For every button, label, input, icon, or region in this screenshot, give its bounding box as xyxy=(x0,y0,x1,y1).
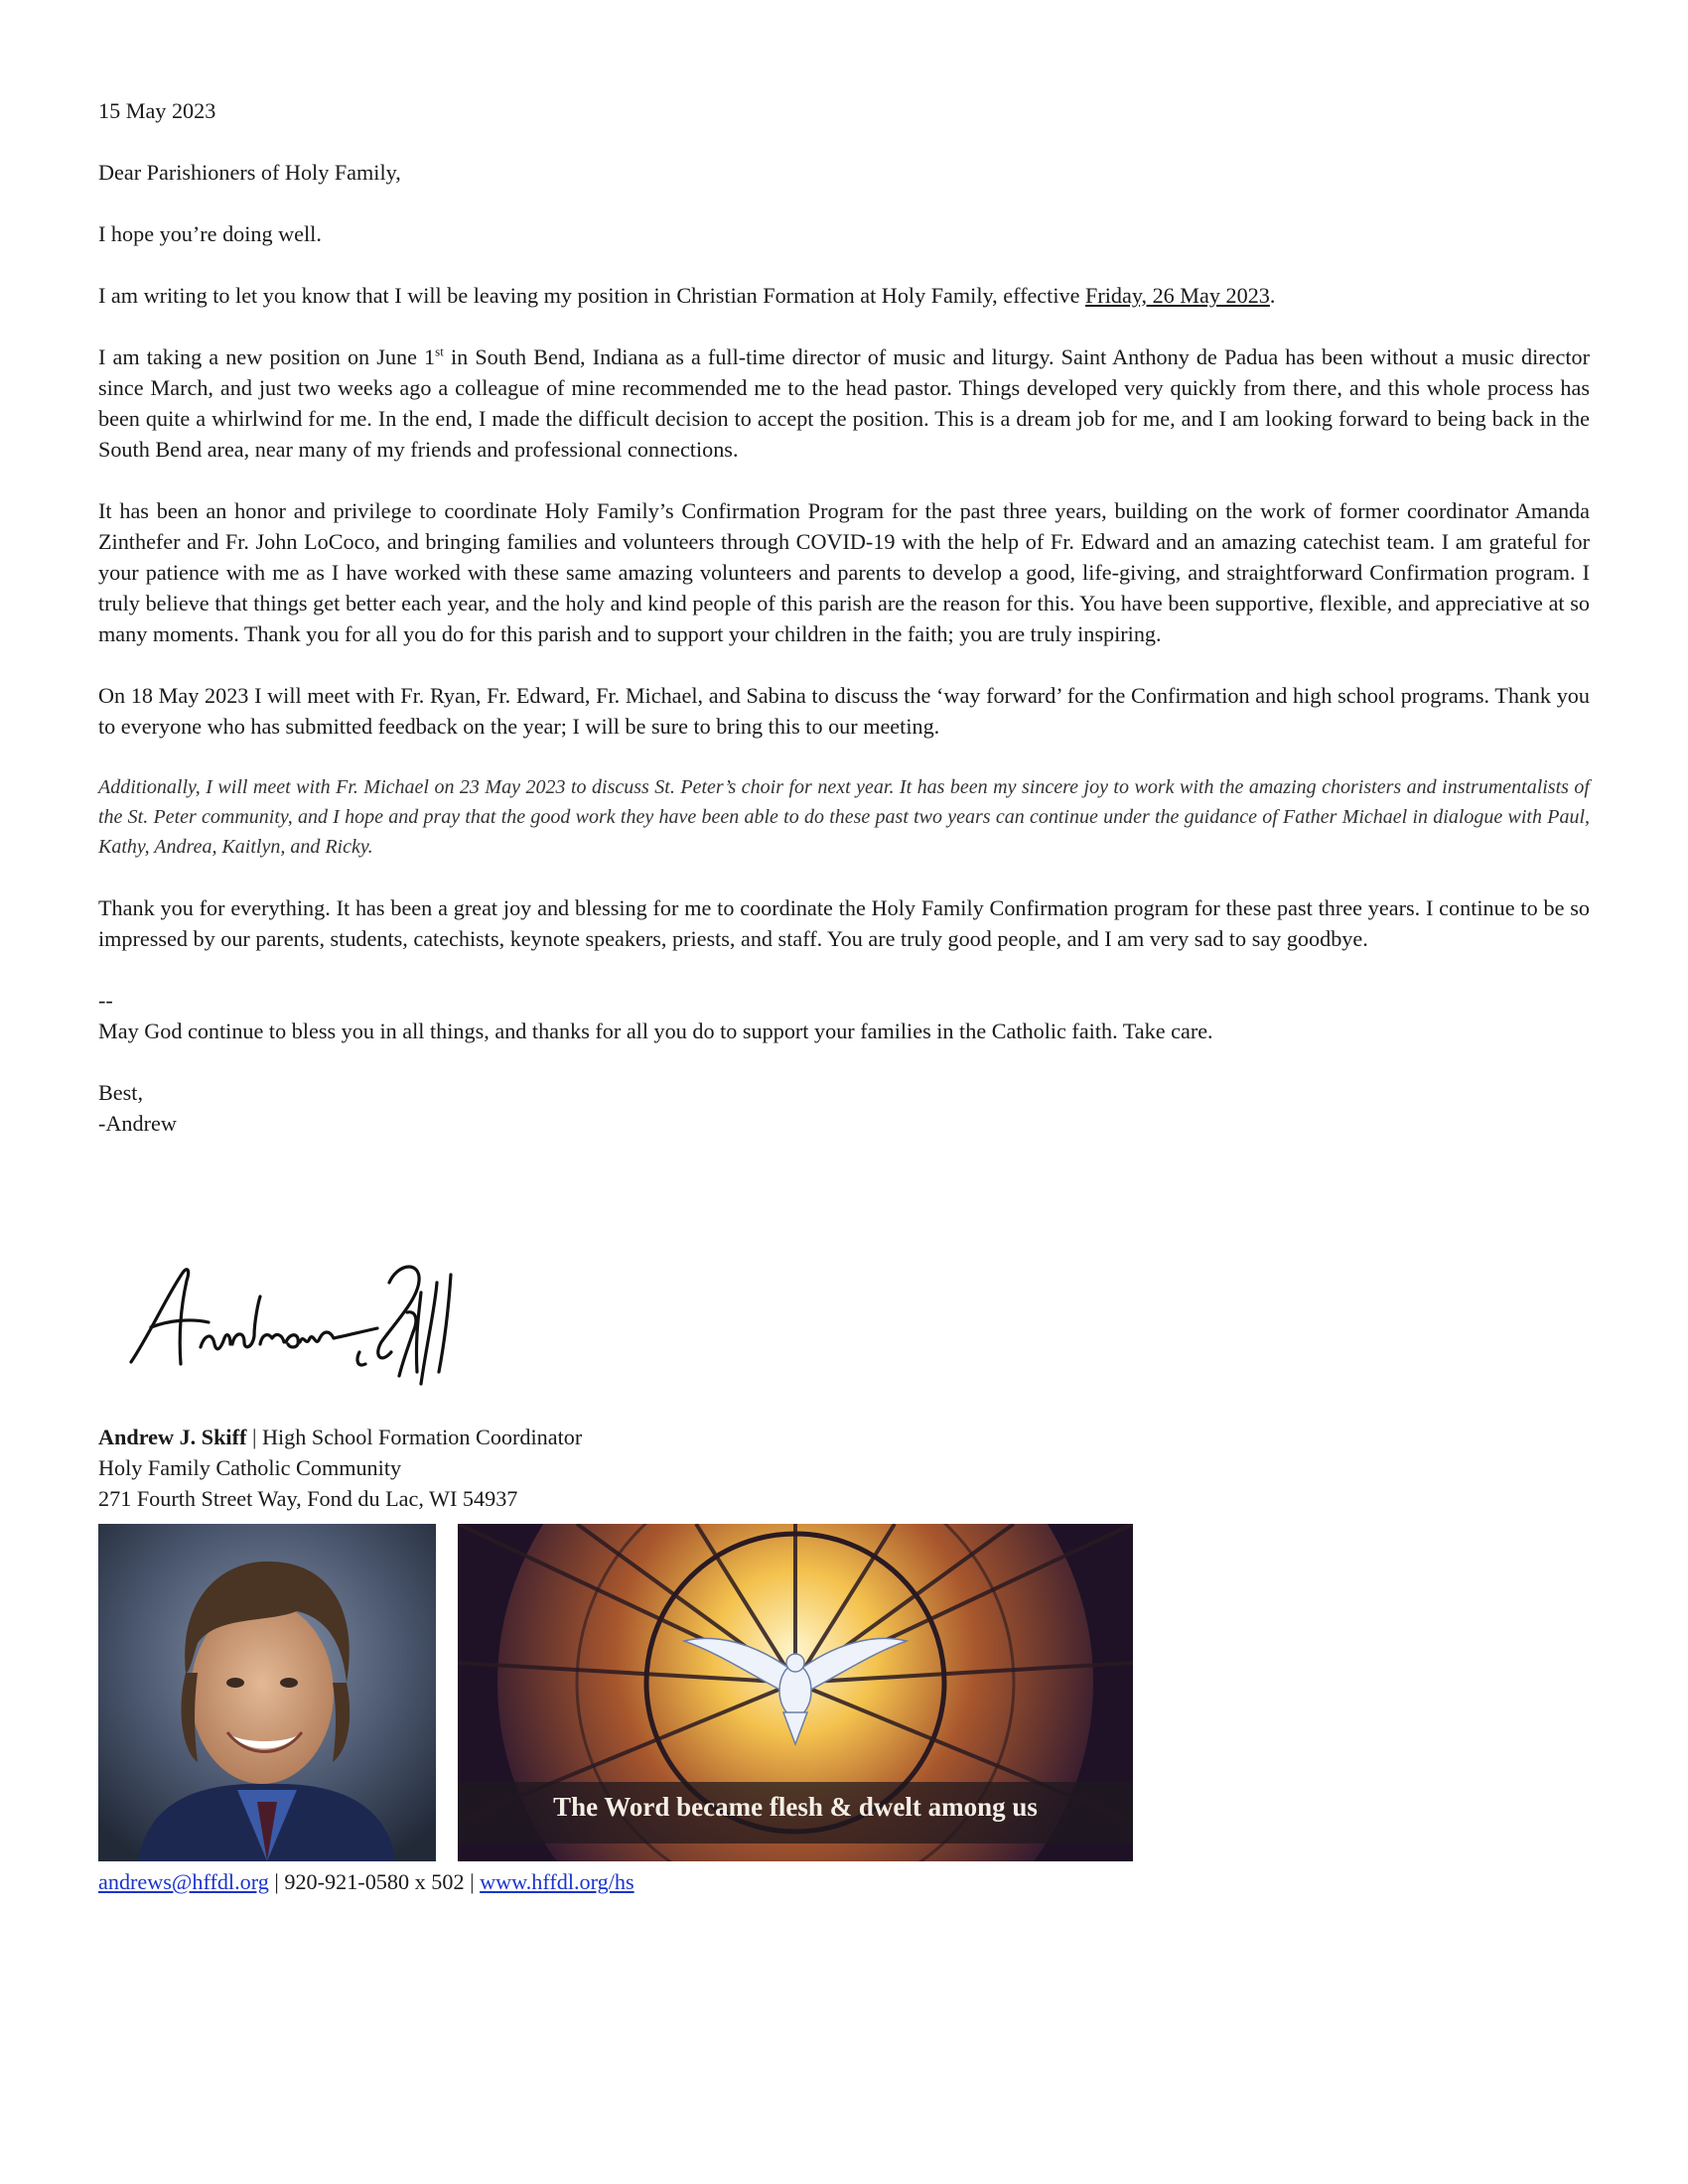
footer-contact-line xyxy=(98,1866,634,1897)
sign-name: -Andrew xyxy=(98,1111,177,1136)
contact-title: High School Formation Coordinator xyxy=(261,1425,583,1449)
paragraph-thank-you: Thank you for everything. It has been a great joy and blessing for me to coordinate the Holy Family Confirmation program for these past three years. I continue to be so impressed by our parents, students, catechists, keynote speakers, priests, and staff. You are truly good people, and I am very sad to say goodbye. xyxy=(98,895,1590,951)
letter-date: 15 May 2023 xyxy=(98,98,216,123)
closing-line: May God continue to bless you in all things, and thanks for all you do to support your families in the Catholic faith. Take care. xyxy=(98,1019,1213,1043)
effective-date: Friday, 26 May 2023 xyxy=(1084,283,1270,308)
paragraph-new-position xyxy=(98,341,1590,465)
headshot-photo-icon xyxy=(98,1524,436,1861)
paragraph-new-position-a: I am taking a new position on June 1 xyxy=(98,344,436,369)
footer-separator-2: | xyxy=(464,1869,481,1894)
separator-dashes: -- xyxy=(98,988,113,1013)
letter-body xyxy=(98,95,1590,1139)
banner-caption: The Word became flesh & dwelt among us xyxy=(553,1792,1038,1822)
contact-name-line xyxy=(98,1422,582,1452)
paragraph-leaving-text: I am writing to let you know that I will be leaving my position in Christian Formation at Holy Family, effective xyxy=(98,283,1085,308)
handwritten-signature-icon xyxy=(121,1253,489,1392)
paragraph-gratitude: It has been an honor and privilege to coordinate Holy Family’s Confirmation Program for the past three years, building on the work of former coordinator Amanda Zinthefer and Fr. John LoCoco, and bringing families and volunteers through COVID-19 with the help of Fr. Edward and an amazing catechist team. I am grateful for your patience with me as I have worked with these same amazing volunteers and parents to develop a good, life-giving, and straightforward Confirmation program. I truly believe that things get better each year, and the holy and kind people of this parish are the reason for this. You have been supportive, flexible, and appreciative at so many moments. Thank you for all you do for this parish and to support your children in the faith; you are truly inspiring. xyxy=(98,498,1590,646)
salutation: Dear Parishioners of Holy Family, xyxy=(98,160,401,185)
website-link[interactable]: www.hffdl.org/hs xyxy=(480,1869,634,1894)
footer-separator-1: | xyxy=(268,1869,285,1894)
phone-number: 920-921-0580 x 502 xyxy=(284,1869,465,1894)
holy-spirit-banner xyxy=(458,1524,1133,1861)
contact-separator: | xyxy=(246,1425,262,1449)
sign-off: Best, xyxy=(98,1080,143,1105)
greeting: I hope you’re doing well. xyxy=(98,221,322,246)
paragraph-choir: Additionally, I will meet with Fr. Michael on 23 May 2023 to discuss St. Peter’s choir for next year. It has been my sincere joy to work with the amazing choristers and instrumentalists of the St. Peter community, and I hope and pray that the good work they have been able to do these past two years can continue under the guidance of Father Michael in dialogue with Paul, Kathy, Andrea, Kaitlyn, and Ricky. xyxy=(98,776,1590,858)
paragraph-new-position-b: in South Bend, Indiana as a full-time director of music and liturgy. Saint Anthony de Padua has been without a music director since March, and just two weeks ago a colleague of mine recommended me to the head pastor. Things developed very quickly from there, and this whole process has been quite a whirlwind for me. In the end, I made the difficult decision to accept the position. This is a dream job for me, and I am looking forward to being back in the South Bend area, near many of my friends and professional connections. xyxy=(98,344,1590,462)
contact-organization: Holy Family Catholic Community xyxy=(98,1455,402,1480)
ordinal-suffix: st xyxy=(435,343,444,359)
contact-name: Andrew J. Skiff xyxy=(98,1425,247,1449)
contact-address: 271 Fourth Street Way, Fond du Lac, WI 54937 xyxy=(98,1486,518,1511)
contact-block xyxy=(98,1422,582,1514)
paragraph-leaving xyxy=(98,280,1590,311)
email-link[interactable]: andrews@hffdl.org xyxy=(98,1869,269,1894)
paragraph-leaving-end: . xyxy=(1269,283,1276,308)
paragraph-way-forward: On 18 May 2023 I will meet with Fr. Ryan, Fr. Edward, Fr. Michael, and Sabina to discuss the ‘way forward’ for the Confirmation and high school programs. Thank you to everyone who has submitted feedback on the year; I will be sure to bring this to our meeting. xyxy=(98,683,1590,739)
